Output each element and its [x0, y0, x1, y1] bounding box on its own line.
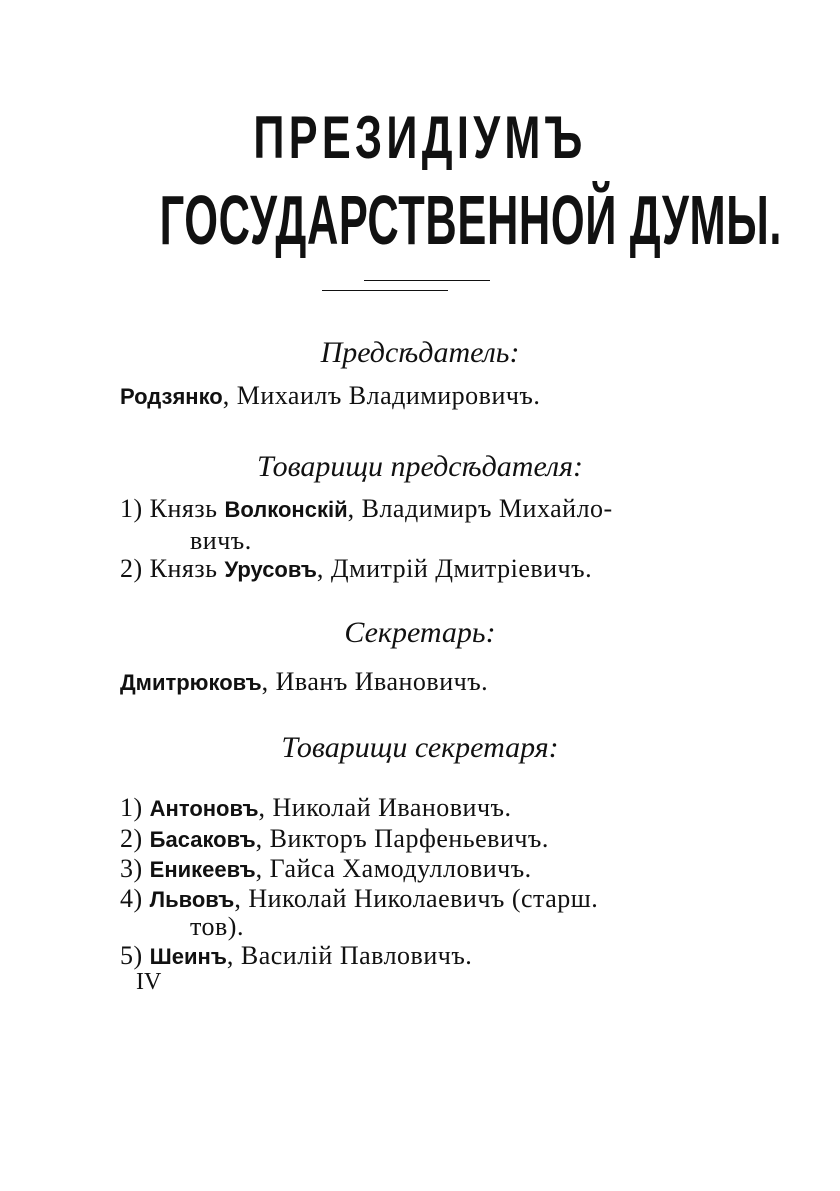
deputy-1-surname: Волконскій — [224, 497, 348, 522]
assistant-secretary-entry-4 — [120, 886, 598, 912]
chairman-name: , Михаилъ Владимировичъ. — [222, 381, 541, 410]
title-line-1: ПРЕЗИДІУМЪ — [253, 104, 587, 171]
assistant-secretary-entry-3 — [120, 856, 532, 882]
deputy-1-number: 1) — [120, 494, 143, 523]
assistant-secretary-4-surname: Львовъ — [149, 887, 235, 912]
assistant-secretary-5-surname: Шеинъ — [149, 944, 227, 969]
assistant-secretary-5-number: 5) — [120, 941, 143, 970]
deputy-1-name: , Владимиръ Михайло- — [347, 494, 613, 523]
assistant-secretary-3-name: , Гайса Хамодулловичъ. — [255, 854, 532, 883]
deputy-2-number: 2) — [120, 554, 143, 583]
decorative-rule-upper — [364, 280, 490, 281]
assistant-secretary-4-number: 4) — [120, 884, 143, 913]
assistant-secretary-1-number: 1) — [120, 793, 143, 822]
assistant-secretary-2-number: 2) — [120, 824, 143, 853]
deputy-entry-1-continuation: вичъ. — [190, 526, 252, 555]
deputy-2-title: Князь — [149, 554, 218, 583]
deputies-heading: Товарищи предсѣдателя: — [256, 450, 584, 483]
secretary-entry — [120, 669, 488, 695]
assistant-secretary-entry-4-continuation: тов). — [190, 912, 244, 941]
assistant-secretary-1-surname: Антоновъ — [149, 796, 259, 821]
decorative-rule-lower — [322, 290, 448, 291]
assistant-secretaries-heading: Товарищи секретаря: — [281, 731, 559, 764]
deputy-entry-1 — [120, 496, 613, 522]
title-line-2: ГОСУДАРСТВЕННОЙ ДУМЫ. — [159, 181, 783, 259]
assistant-secretary-entry-5 — [120, 943, 472, 969]
deputy-entry-2 — [120, 556, 592, 582]
chairman-heading: Предсѣдатель: — [320, 336, 520, 369]
secretary-heading: Секретарь: — [344, 616, 496, 649]
assistant-secretary-3-number: 3) — [120, 854, 143, 883]
assistant-secretary-1-name: , Николай Ивановичъ. — [258, 793, 512, 822]
assistant-secretary-entry-2 — [120, 826, 549, 852]
secretary-name: , Иванъ Ивановичъ. — [261, 667, 489, 696]
assistant-secretary-2-surname: Басаковъ — [149, 827, 256, 852]
assistant-secretary-4-name: , Николай Николаевичъ (старш. — [234, 884, 599, 913]
assistant-secretary-3-surname: Еникеевъ — [149, 857, 256, 882]
page-number: IV — [136, 969, 162, 995]
deputy-2-name: , Дмитрій Дмитріевичъ. — [316, 554, 593, 583]
chairman-entry — [120, 383, 540, 409]
deputy-2-surname: Урусовъ — [224, 557, 317, 582]
chairman-surname: Родзянко — [120, 384, 223, 409]
assistant-secretary-2-name: , Викторъ Парфеньевичъ. — [255, 824, 549, 853]
assistant-secretary-entry-1 — [120, 795, 511, 821]
deputy-1-title: Князь — [149, 494, 218, 523]
secretary-surname: Дмитрюковъ — [120, 670, 262, 695]
assistant-secretary-5-name: , Василій Павловичъ. — [226, 941, 473, 970]
